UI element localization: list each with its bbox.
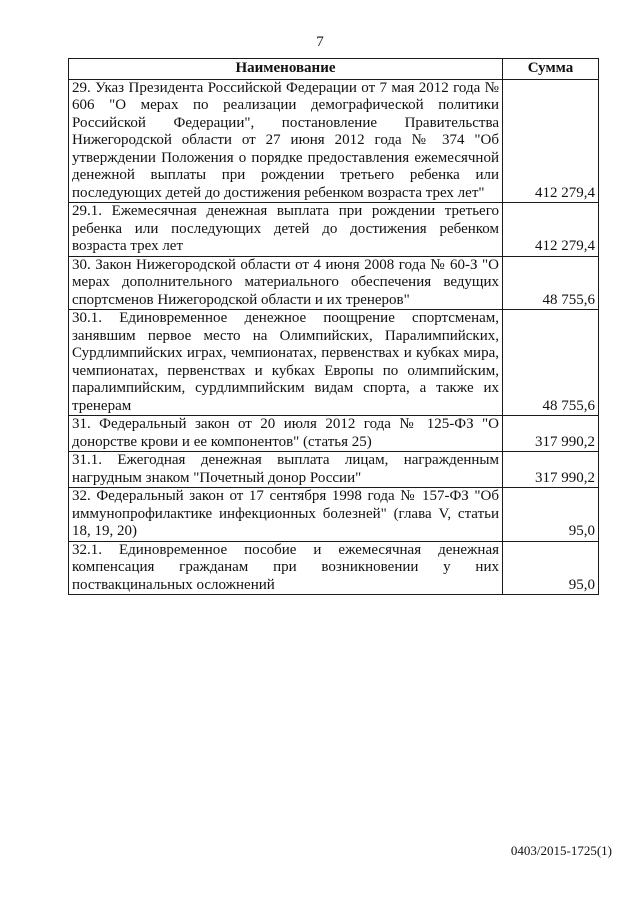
row-name-cell: 32.1. Единовременное пособие и ежемесячная денежная компенсация гражданам при возникновении у них поствакцинальных осложнений [69,541,503,595]
column-header-name: Наименование [69,59,503,80]
row-sum-cell: 317 990,2 [503,416,599,452]
row-sum-cell: 95,0 [503,488,599,542]
table-row [69,488,599,542]
table-row [69,256,599,310]
table-row [69,541,599,595]
row-name-cell: 29. Указ Президента Российской Федерации от 7 мая 2012 года № 606 "О мерах по реализации демографической политики Российской Федерации", постановление Правительства Нижегородской области от 27 июня 2012 года № 374 "Об утверждении Положения о порядке предоставления ежемесячной денежной выплаты при рождении третьего ребенка или последующих детей до достижения ребенком возраста трех лет" [69,79,503,203]
row-name-cell: 31.1. Ежегодная денежная выплата лицам, награжденным нагрудным знаком "Почетный донор России" [69,452,503,488]
row-name-cell: 32. Федеральный закон от 17 сентября 1998 года № 157-ФЗ "Об иммунопрофилактике инфекционных болезней" (глава V, статьи 18, 19, 20) [69,488,503,542]
column-header-sum: Сумма [503,59,599,80]
row-sum-cell: 95,0 [503,541,599,595]
row-name-cell: 31. Федеральный закон от 20 июля 2012 года № 125-ФЗ "О донорстве крови и ее компонентов" (статья 25) [69,416,503,452]
row-sum-cell: 48 755,6 [503,310,599,416]
table-row [69,310,599,416]
page-number: 7 [316,34,324,50]
table-header-row [69,59,599,80]
budget-table [68,58,599,595]
row-sum-cell: 317 990,2 [503,452,599,488]
row-name-cell: 29.1. Ежемесячная денежная выплата при рождении третьего ребенка или последующих детей до достижения ребенком возраста трех лет [69,203,503,257]
table-row [69,203,599,257]
row-sum-cell: 48 755,6 [503,256,599,310]
row-sum-cell: 412 279,4 [503,79,599,203]
table-row [69,416,599,452]
table-row [69,452,599,488]
row-sum-cell: 412 279,4 [503,203,599,257]
document-code: 0403/2015-1725(1) [510,843,612,858]
table-row [69,79,599,203]
row-name-cell: 30. Закон Нижегородской области от 4 июня 2008 года № 60-З "О мерах дополнительного материального обеспечения ведущих спортсменов Нижегородской области и их тренеров" [69,256,503,310]
row-name-cell: 30.1. Единовременное денежное поощрение спортсменам, занявшим первое место на Олимпийских, Паралимпийских, Сурдлимпийских играх, чемпионатах, первенствах и кубках мира, чемпионатах, первенствах и кубках Европы по олимпийским, паралимпийским, сурдлимпийским видам спорта, а также их тренерам [69,310,503,416]
